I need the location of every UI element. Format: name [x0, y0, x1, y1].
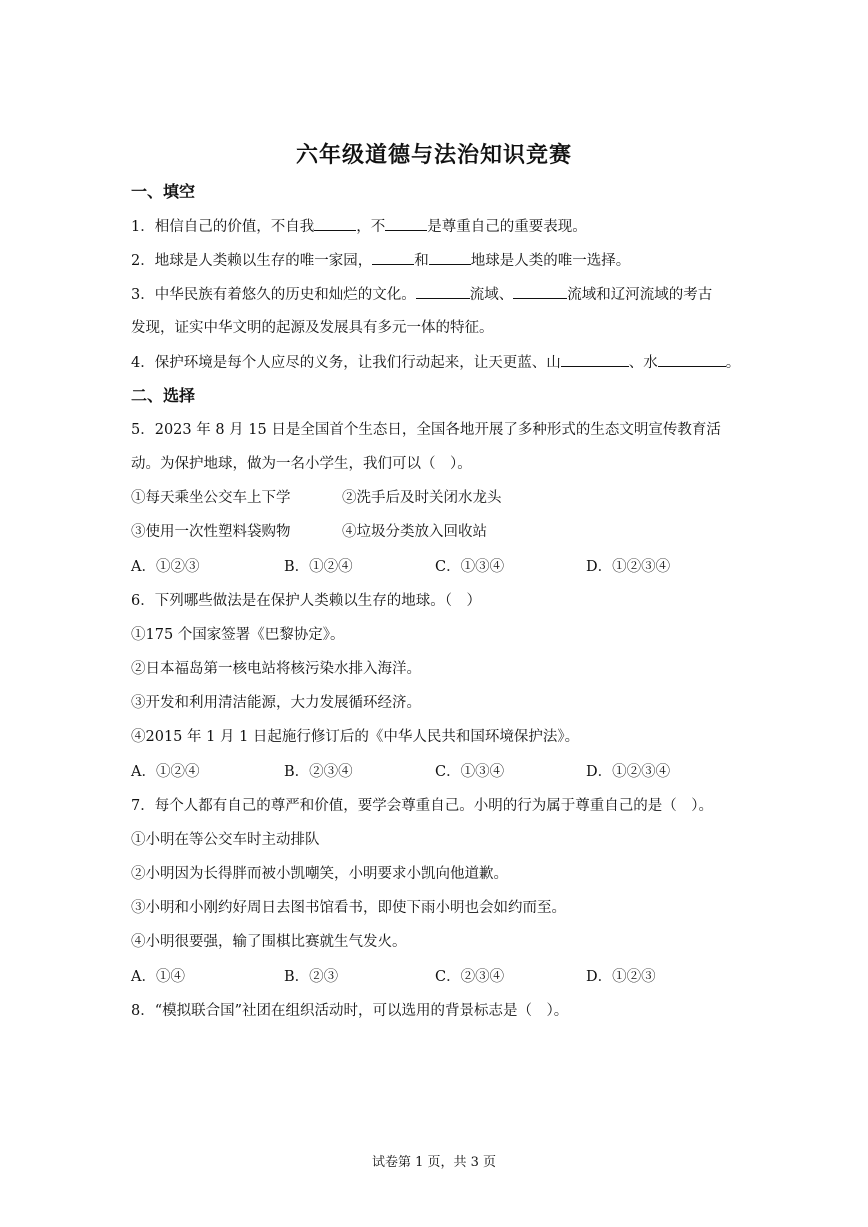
statement-2: ②日本福岛第一核电站将核污染水排入海洋。: [131, 661, 421, 677]
choice-d[interactable]: D．①②③: [586, 969, 656, 985]
answer-blank[interactable]: [561, 352, 629, 367]
question-8-text: 8．“模拟联合国”社团在组织活动时，可以选用的背景标志是（ ）。: [131, 1003, 569, 1019]
choice-a[interactable]: A．①②③: [131, 559, 200, 575]
answer-blank[interactable]: [314, 216, 356, 231]
question-text: 和: [414, 253, 429, 269]
question-text: 3．中华民族有着悠久的历史和灿烂的文化。: [131, 287, 416, 303]
question-text: 、水: [628, 355, 658, 371]
question-5-text-cont: 动。为保护地球，做为一名小学生，我们可以（ ）。: [131, 456, 472, 472]
statement-4: ④2015 年 1 月 1 日起施行修订后的《中华人民共和国环境保护法》。: [131, 729, 580, 745]
question-text: 1．相信自己的价值，不自我: [131, 219, 315, 235]
statement-1: ①每天乘坐公交车上下学: [131, 490, 291, 506]
question-3: [131, 284, 741, 305]
choice-c[interactable]: C．①③④: [435, 764, 505, 780]
answer-blank[interactable]: [658, 352, 726, 367]
question-3-continued: 发现，证实中华文明的起源及发展具有多元一体的特征。: [131, 320, 494, 336]
page-footer: 试卷第 1 页，共 3 页: [371, 1155, 497, 1170]
question-7-text: 7．每个人都有自己的尊严和价值，要学会尊重自己。小明的行为属于尊重自己的是（ ）。: [131, 798, 713, 814]
answer-blank[interactable]: [416, 284, 470, 299]
choice-d[interactable]: D．①②③④: [586, 559, 671, 575]
statement-2: ②小明因为长得胖而被小凯嘲笑，小明要求小凯向他道歉。: [131, 866, 508, 882]
question-1: [131, 216, 741, 237]
statement-3: ③使用一次性塑料袋购物: [131, 524, 291, 540]
question-6-text: 6．下列哪些做法是在保护人类赖以生存的地球。（ ）: [131, 593, 481, 609]
question-text: 流域、: [469, 287, 514, 303]
choice-b[interactable]: B．①②④: [284, 559, 353, 575]
choice-c[interactable]: C．②③④: [435, 969, 505, 985]
question-text: 流域和辽河流域的考古: [567, 287, 713, 303]
choice-a[interactable]: A．①②④: [131, 764, 200, 780]
statement-4: ④垃圾分类放入回收站: [342, 524, 487, 540]
choice-d[interactable]: D．①②③④: [586, 764, 671, 780]
question-text: 。: [725, 355, 741, 371]
question-2: [131, 250, 741, 271]
section-heading-fill-blank: 一、填空: [131, 182, 196, 201]
statement-3: ③小明和小刚约好周日去图书馆看书，即使下雨小明也会如约而至。: [131, 900, 566, 916]
statement-1: ①小明在等公交车时主动排队: [131, 832, 320, 848]
choice-c[interactable]: C．①③④: [435, 559, 505, 575]
answer-blank[interactable]: [513, 284, 567, 299]
choice-b[interactable]: B．②③: [284, 969, 339, 985]
question-4: [131, 352, 741, 373]
answer-blank[interactable]: [385, 216, 427, 231]
question-text: 地球是人类的唯一选择。: [470, 253, 631, 269]
statement-3: ③开发和利用清洁能源，大力发展循环经济。: [131, 695, 421, 711]
statement-2: ②洗手后及时关闭水龙头: [342, 490, 502, 506]
choice-b[interactable]: B．②③④: [284, 764, 353, 780]
question-5-text: 5．2023 年 8 月 15 日是全国首个生态日，全国各地开展了多种形式的生态文明宣传教育活: [131, 422, 721, 438]
question-text: 2．地球是人类赖以生存的唯一家园，: [131, 253, 373, 269]
statement-1: ①175 个国家签署《巴黎协定》。: [131, 627, 345, 643]
question-text: ，不: [356, 219, 386, 235]
section-heading-choice: 二、选择: [131, 386, 196, 405]
choice-a[interactable]: A．①④: [131, 969, 185, 985]
answer-blank[interactable]: [429, 250, 471, 265]
statement-4: ④小明很要强，输了围棋比赛就生气发火。: [131, 934, 407, 950]
question-text: 4．保护环境是每个人应尽的义务，让我们行动起来，让天更蓝、山: [131, 355, 561, 371]
answer-blank[interactable]: [372, 250, 414, 265]
question-text: 是尊重自己的重要表现。: [427, 219, 587, 235]
page-title: 六年级道德与法治知识竞赛: [295, 142, 572, 168]
